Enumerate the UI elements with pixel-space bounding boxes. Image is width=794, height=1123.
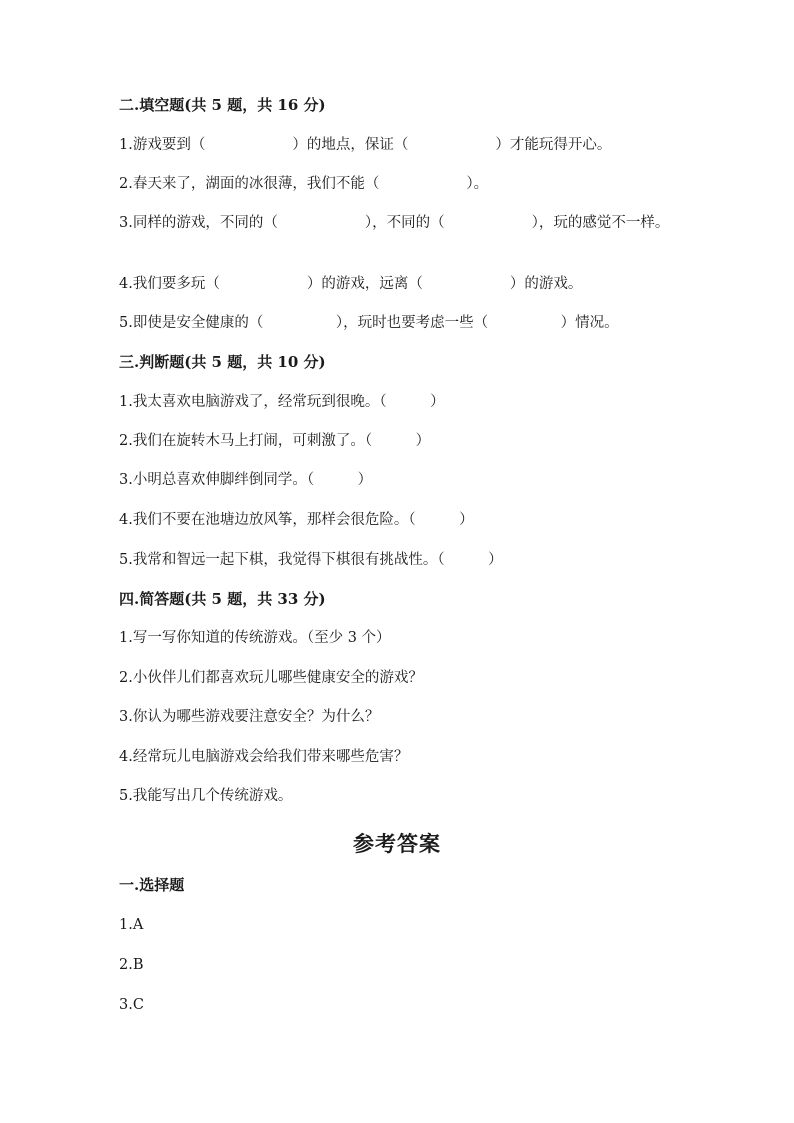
answer-item-2: 2.B bbox=[119, 957, 144, 973]
short-answer-question-3: 3.你认为哪些游戏要注意安全？为什么？ bbox=[119, 709, 380, 725]
short-answer-question-5: 5.我能写出几个传统游戏。 bbox=[119, 788, 293, 804]
fill-blank-question-1: 1.游戏要到（ ）的地点，保证（ ）才能玩得开心。 bbox=[119, 137, 612, 153]
section-heading-fill-blank: 二.填空题(共 5 题，共 16 分) bbox=[119, 96, 326, 114]
answer-item-3: 3.C bbox=[119, 997, 144, 1013]
answer-section-heading-choice: 一.选择题 bbox=[119, 876, 185, 894]
section-heading-short-answer: 四.简答题(共 5 题，共 33 分) bbox=[119, 590, 326, 608]
fill-blank-question-3: 3.同样的游戏，不同的（ ），不同的（ ），玩的感觉不一样。 bbox=[119, 215, 670, 231]
short-answer-question-1: 1.写一写你知道的传统游戏。（至少 3 个） bbox=[119, 630, 391, 646]
fill-blank-question-4: 4.我们要多玩（ ）的游戏，远离（ ）的游戏。 bbox=[119, 276, 583, 292]
true-false-question-4: 4.我们不要在池塘边放风筝，那样会很危险。（ ） bbox=[119, 512, 474, 528]
short-answer-question-2: 2.小伙伴儿们都喜欢玩儿哪些健康安全的游戏？ bbox=[119, 670, 423, 686]
true-false-question-5: 5.我常和智远一起下棋，我觉得下棋很有挑战性。（ ） bbox=[119, 552, 503, 568]
true-false-question-1: 1.我太喜欢电脑游戏了，经常玩到很晚。（ ） bbox=[119, 394, 445, 410]
fill-blank-question-5: 5.即使是安全健康的（ ），玩时也要考虑一些（ ）情况。 bbox=[119, 315, 619, 331]
section-heading-true-false: 三.判断题(共 5 题，共 10 分) bbox=[119, 353, 326, 371]
true-false-question-2: 2.我们在旋转木马上打闹，可刺激了。（ ） bbox=[119, 433, 431, 449]
short-answer-question-4: 4.经常玩儿电脑游戏会给我们带来哪些危害？ bbox=[119, 749, 409, 765]
fill-blank-question-2: 2.春天来了，湖面的冰很薄，我们不能（ ）。 bbox=[119, 176, 489, 192]
answer-key-title: 参考答案 bbox=[353, 831, 441, 856]
true-false-question-3: 3.小明总喜欢伸脚绊倒同学。（ ） bbox=[119, 472, 373, 488]
answer-item-1: 1.A bbox=[119, 917, 144, 933]
